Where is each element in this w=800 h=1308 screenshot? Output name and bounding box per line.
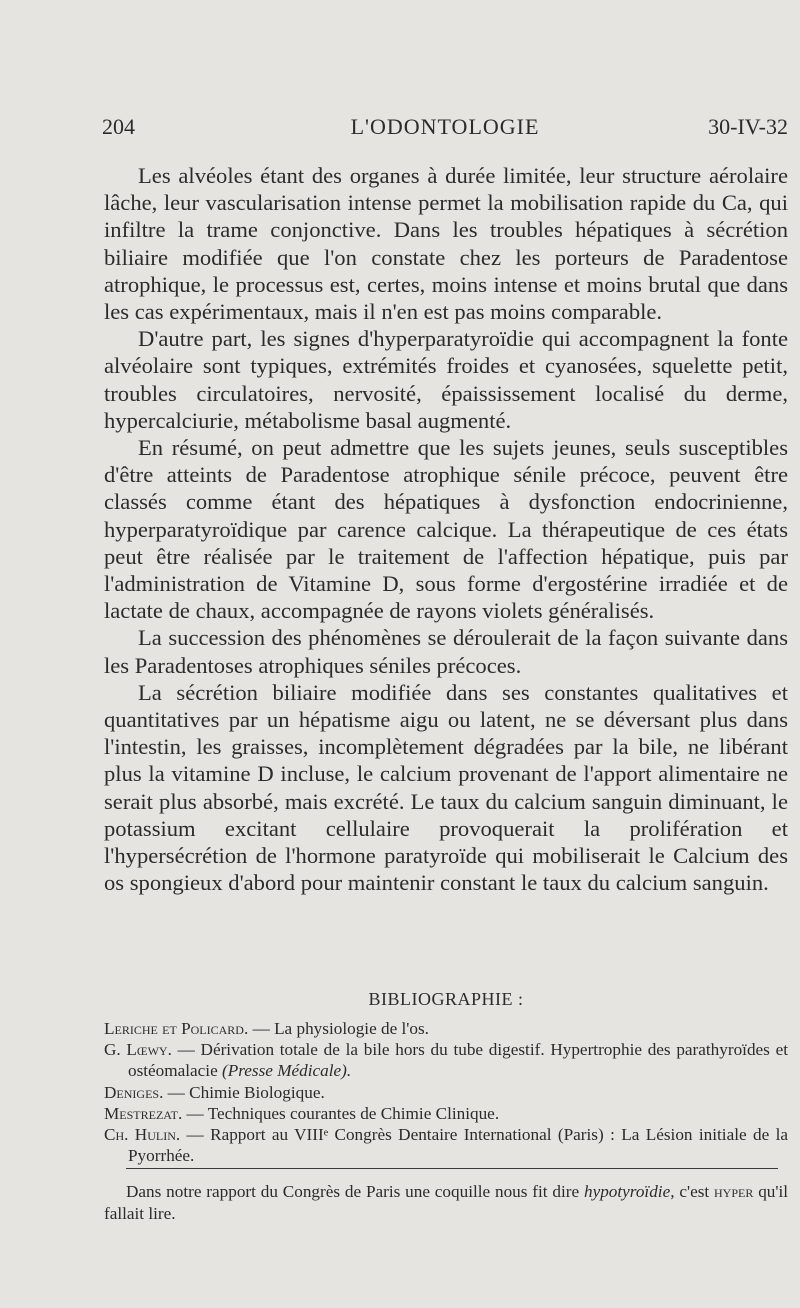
reference-author: Mestrezat.	[104, 1103, 183, 1123]
page-number: 204	[102, 114, 135, 139]
bibliography-entry	[104, 1039, 788, 1081]
footnote-intro: Dans notre rapport du Congrès de Paris une coquille nous fit dire	[126, 1182, 580, 1201]
footnote-end: qu'il fallait lire.	[104, 1182, 789, 1223]
reference-text: — La physiologie de l'os.	[252, 1019, 429, 1038]
reference-author: Ch. Hulin.	[104, 1125, 181, 1145]
footnote-divider	[126, 1168, 778, 1169]
running-header	[102, 114, 788, 148]
bibliography-entry	[104, 1103, 788, 1124]
footnote-wrong-word: hypotyroïdie,	[583, 1182, 675, 1201]
journal-title: L'ODONTOLOGIE	[350, 114, 540, 139]
paragraph: D'autre part, les signes d'hyperparatyroïdie qui accompagnent la fonte alvéolaire sont typiques, extrémités froides et cyanosées, squelette petit, troubles circulatoires, nervosité, épaississement localisé du derme, hypercalciurie, métabolisme basal augmenté.	[104, 326, 788, 433]
issue-date: 30-IV-32	[708, 114, 788, 139]
reference-text: — Dérivation totale de la bile hors du tube digestif. Hypertrophie des parathyroïdes et ostéomalacie	[128, 1040, 788, 1081]
reference-author: Leriche et Policard.	[104, 1019, 249, 1038]
bibliography-entry	[104, 1124, 788, 1166]
paragraph: La succession des phénomènes se déroulerait de la façon suivante dans les Paradentoses atrophiques séniles précoces.	[104, 625, 788, 678]
paragraph: La sécrétion biliaire modifiée dans ses constantes qualitatives et quantitatives par un hépatisme aigu ou latent, ne se déversant plus dans l'intestin, les graisses, incomplètement dégradées par la bile, ne libérant plus la vitamine D incluse, le calcium provenant de l'apport alimentaire ne serait plus absorbé, mais excrété. Le taux du calcium sanguin diminuant, le potassium excitant cellulaire provoquerait la prolifération et l'hypersécrétion de l'hormone paratyroïde qui mobiliserait le Calcium des os spongieux d'abord pour maintenir constant le taux du calcium sanguin.	[104, 679, 788, 896]
reference-journal: (Presse Médicale).	[222, 1061, 352, 1081]
reference-text: — Chimie Biologique.	[167, 1082, 325, 1102]
body-text	[104, 162, 788, 896]
paragraph: Les alvéoles étant des organes à durée limitée, leur structure aérolaire lâche, leur vascularisation intense permet la mobilisation rapide du Ca, qui infiltre la trame conjonctive. Dans les troubles hépatiques à sécrétion biliaire modifiée que l'on constate chez les porteurs de Paradentose atrophique, le processus est, certes, moins intense et moins brutal que dans les cas expérimentaux, mais il n'en est pas moins comparable.	[104, 163, 788, 325]
footnote-text	[104, 1181, 788, 1224]
reference-author: G. Lœwy.	[104, 1040, 172, 1060]
bibliography-title: BIBLIOGRAPHIE :	[368, 989, 524, 1009]
reference-text: — Rapport au VIIIᵉ Congrès Dentaire International (Paris) : La Lésion initiale de la Pyorrhée.	[128, 1125, 788, 1166]
bibliography-entry	[104, 1018, 788, 1039]
bibliography-list	[104, 1018, 788, 1166]
footnote-middle: c'est	[679, 1182, 710, 1201]
reference-author: Deniges.	[104, 1082, 164, 1102]
reference-text: — Techniques courantes de Chimie Clinique.	[186, 1103, 500, 1123]
footnote-correct-word: hyper	[714, 1182, 754, 1201]
paragraph: En résumé, on peut admettre que les sujets jeunes, seuls susceptibles d'être atteints de Paradentose atrophique sénile précoce, peuvent être classés comme étant des hépatiques à dysfonction endocrinienne, hyperparatyroïdique par carence calcique. La thérapeutique de ces états peut être réalisée par le traitement de l'affection hépatique, puis par l'administration de Vitamine D, sous forme d'ergostérine irradiée et de lactate de chaux, accompagnée de rayons violets généralisés.	[104, 435, 788, 624]
footnote	[104, 1181, 788, 1224]
bibliography-entry	[104, 1082, 788, 1103]
